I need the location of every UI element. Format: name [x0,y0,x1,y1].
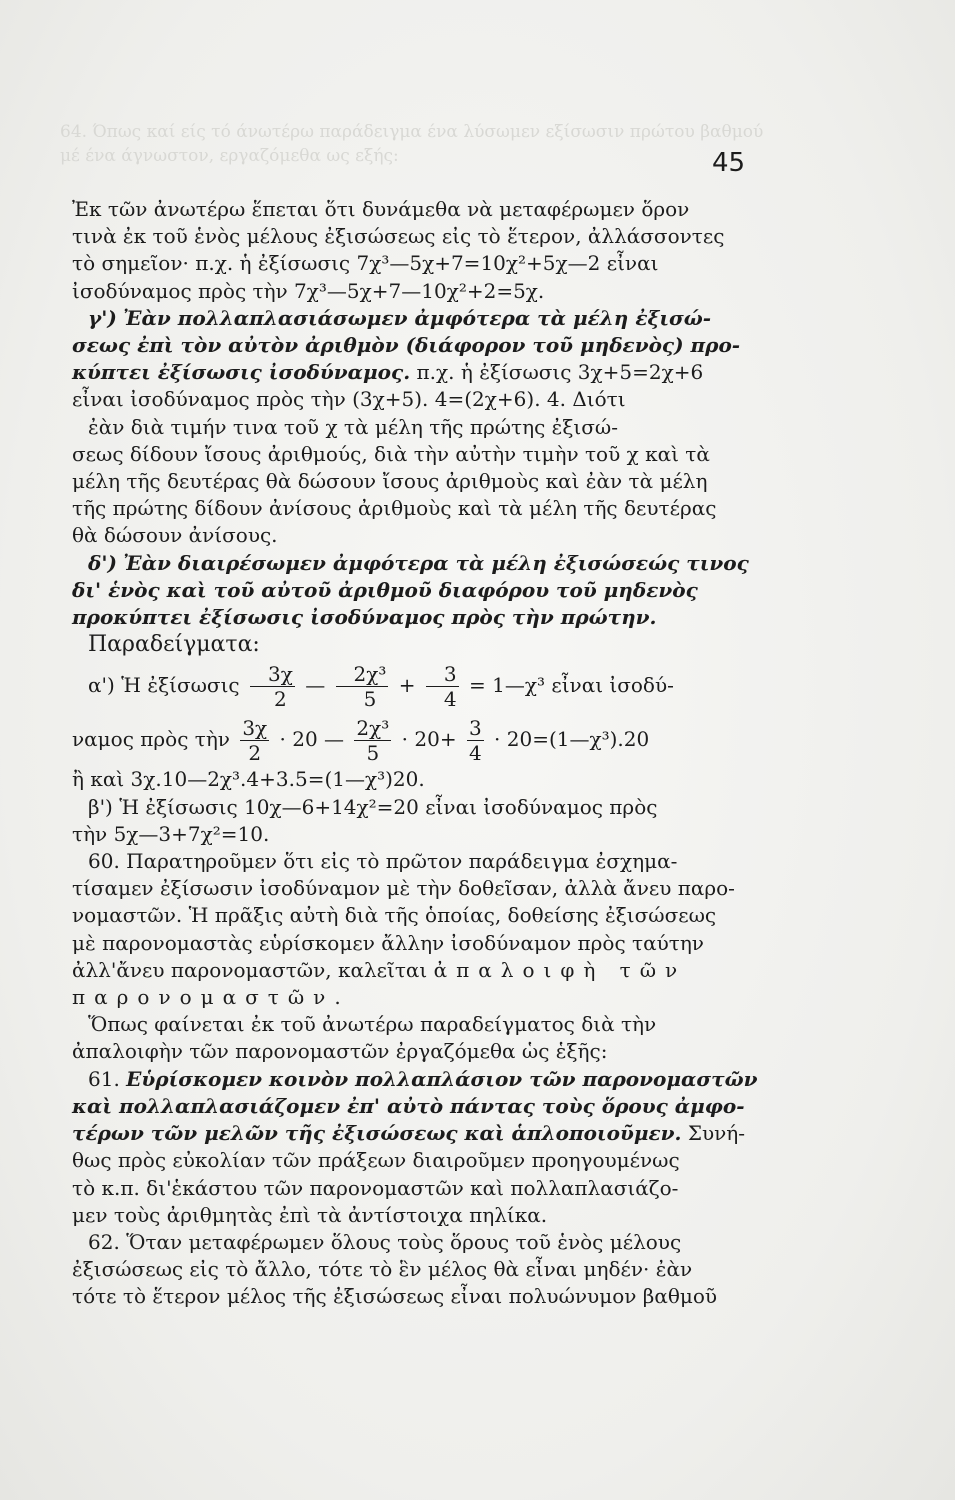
para60-line [72,957,778,984]
fraction [240,716,269,765]
rule-gamma-example: π.χ. ἡ ἐξίσωσις 3χ+5=2χ+6 [416,360,704,385]
equation-rhs: · 20=(1—χ³).20 [494,727,650,752]
rule-gamma-line: εἶναι ἰσοδύναμος πρὸς τὴν (3χ+5). 4=(2χ+6). 4. Διότι [72,387,626,412]
para60-line: Ὅπως φαίνεται ἐκ τοῦ ἀνωτέρω παραδείγματος διὰ τὴν [88,1012,657,1037]
denominator: 4 [443,687,457,712]
para60-line: μὲ παρονομαστὰς εὑρίσκομεν ἄλλην ἰσοδύναμον πρὸς ταύτην [72,930,704,955]
para60-line: τίσαμεν ἐξίσωσιν ἰσοδύναμον μὲ τὴν δοθεῖσαν, ἀλλὰ ἄνευ παρο- [72,876,735,901]
rule-gamma-line [72,359,778,386]
rule-delta-line [72,577,778,604]
rule-gamma-line [72,305,778,332]
rule-gamma-statement: κύπτει ἐξίσωσις ἰσοδύναμος. [72,360,411,385]
fraction [250,662,295,711]
numerator: 2χ³ [336,662,389,687]
example-b-line: τὴν 5χ—3+7χ²=10. [72,821,270,846]
operator: + [398,673,416,698]
para60-text: ἀλλ'ἄνευ παρονομαστῶν, καλεῖται [72,957,428,982]
numerator: 3χ [250,662,295,687]
para61-rule: καὶ πολλαπλασιάζομεν ἐπ' αὐτὸ πάντας τοὺς ὅρους ἀμφο- [72,1093,745,1118]
rule-delta-statement: προκύπτει ἐξίσωσις ἰσοδύναμος πρὸς τὴν πρώτην. [72,605,657,630]
transformed-label: ναμος πρὸς τὴν [72,727,230,752]
para61-line [72,1066,778,1093]
para1-line: τινὰ ἐκ τοῦ ἑνὸς μέλους ἐξισώσεως εἰς τὸ ἕτερον, ἀλλάσσοντες [72,224,725,249]
para60-line: νομαστῶν. Ἡ πρᾶξις αὐτὴ διὰ τῆς ὁποίας, δοθείσης ἐξισώσεως [72,903,717,928]
page-number: 45 [712,148,746,178]
para60-line: ἀπαλοιφὴν τῶν παρονομαστῶν ἐργαζόμεθα ὡς ἑξῆς: [72,1039,608,1064]
example-a-equation [72,658,778,712]
example-b-line: β') Ἡ ἐξίσωσις 10χ—6+14χ²=20 εἶναι ἰσοδύναμος πρὸς [88,794,658,819]
denominator: 5 [363,687,377,712]
rule-delta-line [72,604,778,631]
para60-line [72,984,778,1011]
para61-line: θως πρὸς εὐκολίαν τῶν πράξεων διαιροῦμεν προηγουμένως [72,1148,680,1173]
para61-line: μεν τοὺς ἀριθμητὰς ἐπὶ τὰ ἀντίστοιχα πηλίκα. [72,1202,548,1227]
para62-line: τότε τὸ ἕτερον μέλος τῆς ἐξισώσεως εἶναι πολυώνυμον βαθμοῦ [72,1284,718,1309]
term-spaced: ἀπαλοιφὴ τῶν [433,957,687,982]
body-text [72,196,778,1311]
para61-rule: τέρων τῶν μελῶν τῆς ἐξισώσεως καὶ ἁπλοποιοῦμεν. [72,1121,682,1146]
rule-gamma-label: γ') [88,305,117,330]
numerator: 2χ³ [356,716,390,741]
rule-delta-line [72,550,778,577]
rule-gamma-line: μέλη τῆς δευτέρας θὰ δώσουν ἴσους ἀριθμοὺς καὶ ἐὰν τὰ μέλη [72,469,708,494]
bleed-through-text: 64. Όπως καί είς τό άνωτέρω παράδειγμα ένα λύσωμεν εξίσωσιν πρώτου βαθμού μέ ένα άγνωστον, εργαζόμεθα ως εξής: [60,122,764,166]
rule-delta-label: δ') [88,550,117,575]
example-a-result: ἢ καὶ 3χ.10—2χ³.4+3.5=(1—χ³)20. [72,767,425,792]
numerator: 3 [426,662,459,687]
rule-delta-statement: δι' ἑνὸς καὶ τοῦ αὐτοῦ ἀριθμοῦ διαφόρου τοῦ μηδενὸς [72,577,698,602]
numerator: 3 [468,716,482,741]
rule-gamma-line: θὰ δώσουν ἀνίσους. [72,523,278,548]
fraction [336,662,389,711]
operator: — [305,673,326,698]
para1-line: ἰσοδύναμος πρὸς τὴν 7χ³—5χ+7—10χ²+2=5χ. [72,278,545,303]
rule-delta-statement: Ἐὰν διαιρέσωμεν ἀμφότερα τὰ μέλη ἐξισώσεώς τινος [123,550,749,575]
denominator: 2 [274,687,287,712]
rule-gamma-statement: Ἐὰν πολλαπλασιάσωμεν ἀμφότερα τὰ μέλη ἐξισώ- [123,305,712,330]
rule-gamma-line: σεως δίδουν ἴσους ἀριθμούς, διὰ τὴν αὐτὴν τιμὴν τοῦ χ καὶ τὰ [72,441,710,466]
fraction [467,716,484,765]
fraction [426,662,459,711]
examples-heading: Παραδείγματα: [88,632,260,658]
para61-line: τὸ κ.π. δι'ἑκάστου τῶν παρονομαστῶν καὶ πολλαπλασιάζο- [72,1175,679,1200]
fraction [354,716,391,765]
denominator: 5 [366,741,380,766]
para61-number: 61. [88,1066,120,1091]
rule-gamma-statement: σεως ἐπὶ τὸν αὐτὸν ἀριθμὸν (διάφορον τοῦ μηδενὸς) προ- [72,333,741,358]
rule-gamma-line: ἐὰν διὰ τιμήν τινα τοῦ χ τὰ μέλη τῆς πρώτης ἐξισώ- [88,414,618,439]
rule-gamma-line: τῆς πρώτης δίδουν ἀνίσους ἀριθμοὺς καὶ τὰ μέλη τῆς δευτέρας [72,496,717,521]
numerator: 3χ [242,716,268,741]
para61-rule: Εὑρίσκομεν κοινὸν πολλαπλάσιον τῶν παρονομαστῶν [126,1066,758,1091]
example-a-label: α') Ἡ ἐξίσωσις [88,673,240,698]
para1-line: τὸ σημεῖον· π.χ. ἡ ἐξίσωσις 7χ³—5χ+7=10χ²+5χ—2 εἶναι [72,251,659,276]
para62-line: ἐξισώσεως εἰς τὸ ἄλλο, τότε τὸ ἓν μέλος θὰ εἶναι μηδέν· ἐὰν [72,1257,693,1282]
para61-text: Συνή- [687,1121,746,1146]
para61-line [72,1120,778,1147]
example-a-transformed [72,712,778,766]
rule-gamma-line [72,332,778,359]
denominator: 2 [248,741,262,766]
denominator: 4 [468,741,482,766]
equation-term: · 20+ [401,727,457,752]
term-spaced: παρονομαστῶν. [72,985,350,1010]
para60-line: 60. Παρατηροῦμεν ὅτι εἰς τὸ πρῶτον παράδειγμα ἐσχημα- [88,849,678,874]
para62-line: 62. Ὅταν μεταφέρωμεν ὅλους τοὺς ὅρους τοῦ ἑνὸς μέλους [88,1229,682,1254]
equation-rhs: = 1—χ³ εἶναι ἰσοδύ- [469,673,674,698]
para61-line [72,1093,778,1120]
para1-line: Ἐκ τῶν ἀνωτέρω ἕπεται ὅτι δυνάμεθα νὰ μεταφέρωμεν ὅρον [72,197,690,221]
equation-term: · 20 — [279,727,345,752]
